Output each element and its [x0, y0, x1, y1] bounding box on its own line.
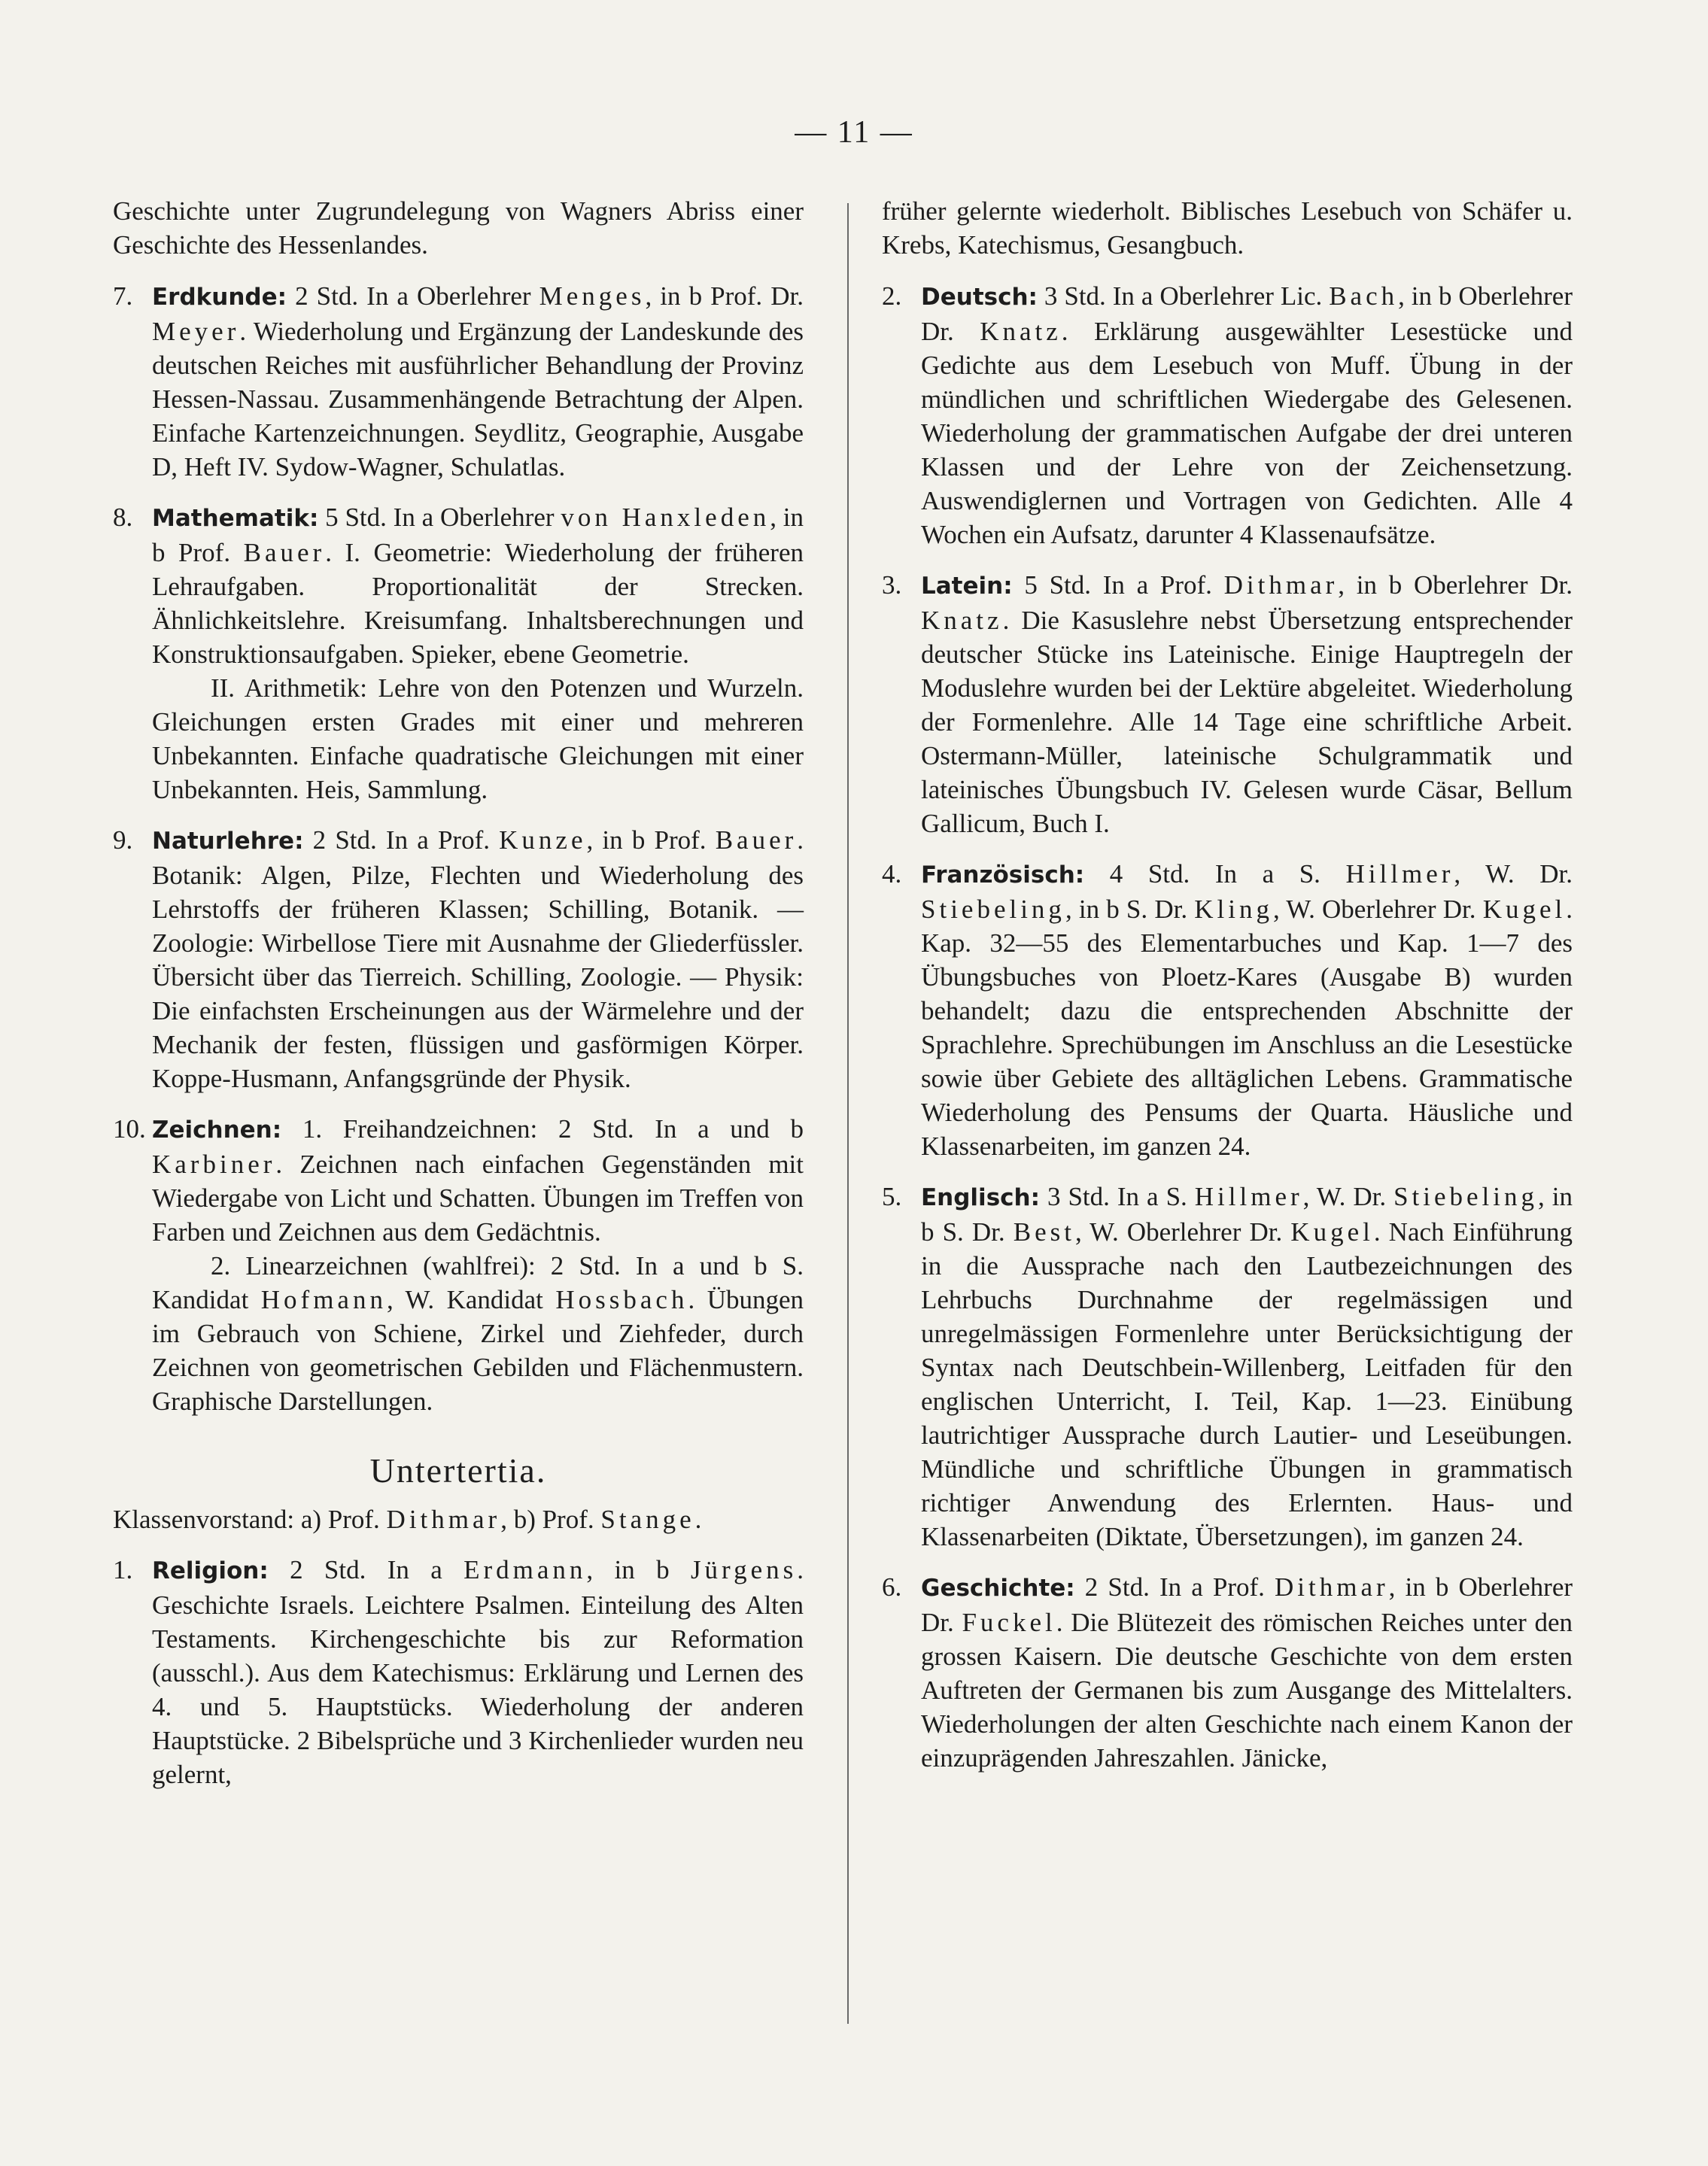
teacher-name: Kugel [1482, 895, 1567, 924]
teacher-name: von Hanxleden [561, 503, 770, 532]
subject-geschichte [882, 1570, 1573, 1775]
subject-englisch [882, 1180, 1573, 1554]
subject-mathematik [113, 500, 804, 807]
teacher-name: Bauer [243, 538, 326, 567]
item-hours: 1. Freihandzeichnen: 2 Std. In a und b [281, 1114, 804, 1144]
item-text: , in b Prof. Dr. [645, 281, 804, 311]
subject-label: Naturlehre: [152, 828, 304, 855]
item-text: 2. Linearzeichnen (wahlfrei): 2 Std. In a und b S. Kandidat [152, 1251, 804, 1314]
subject-erdkunde [113, 279, 804, 484]
item-text: . Geschichte Israels. Leichtere Psalmen. Einteilung des Alten Testaments. Kirchengeschichte bis zur Reformation (ausschl.). Aus dem Katechismus: Erklärung und Lernen des 4. und 5. Hauptstücks. Wiederholung der anderen Hauptstücke. 2 Bibelsprüche und 3 Kirchenlieder wurden neu gelernt, [152, 1555, 804, 1789]
teacher-name: Hofmann [260, 1285, 387, 1314]
subject-label: Geschichte: [921, 1575, 1075, 1602]
item-body [921, 279, 1573, 551]
item-hours: 3 Std. In a Oberlehrer Lic. [1037, 281, 1330, 311]
item-text: , W. Oberlehrer Dr. [1074, 1217, 1291, 1247]
item-text: , in b Prof. [586, 825, 716, 855]
item-body [152, 823, 804, 1095]
subject-label: Deutsch: [921, 284, 1038, 311]
teacher-name: Hossbach [555, 1285, 688, 1314]
subject-label: Religion: [152, 1557, 269, 1584]
teacher-name: Karbiner [152, 1150, 276, 1179]
item-body [921, 568, 1573, 840]
item-text: , W. Dr. [1302, 1182, 1394, 1211]
subject-label: Zeichnen: [152, 1116, 282, 1144]
item-number: 5. [882, 1182, 902, 1211]
item-body [152, 500, 804, 807]
item-text: , in b Oberlehrer Dr. [921, 281, 1573, 346]
teacher-name: Knatz [980, 317, 1062, 346]
item-hours: 2 Std. In a Prof. [303, 825, 500, 855]
teacher-name: Menges [539, 281, 646, 311]
teacher-name: Kunze [499, 825, 587, 855]
item-body [921, 1180, 1573, 1554]
item-text: . Die Blütezeit des römischen Reiches unter den grossen Kaisern. Die deutsche Geschichte von dem ersten Auftreten der Germanen bis zum Ausgange des Mittelalters. Wiederholungen der alten Geschichte nach einem Kanon der einzuprägenden Jahreszahlen. Jänicke, [921, 1608, 1573, 1773]
item-number: 7. [113, 281, 133, 311]
teacher-name: Fuckel [962, 1608, 1056, 1637]
subject-zeichnen [113, 1112, 804, 1418]
item-hours: 2 Std. In a [268, 1555, 464, 1584]
subject-religion [113, 1553, 804, 1791]
item-number: 8. [113, 503, 133, 532]
item-text: , b) Prof. [500, 1505, 601, 1534]
item-text: , in b Oberlehrer Dr. [1338, 570, 1573, 600]
item-number: 4. [882, 859, 902, 889]
item-text: , W. Kandidat [386, 1285, 556, 1314]
subject-label: Erdkunde: [152, 284, 287, 311]
item-text: . Übungen im Gebrauch von Schiene, Zirkel und Ziehfeder, durch Zeichnen von geometrischen Gebilden und Flächenmustern. Graphische Darstellungen. [152, 1285, 804, 1416]
teacher-name: Stiebeling [921, 895, 1065, 924]
teacher-name: Hillmer [1194, 1182, 1303, 1211]
item-text: . Zeichnen nach einfachen Gegenständen mit Wiedergabe von Licht und Schatten. Übungen im Treffen von Farben und Zeichnen aus dem Gedächtnis. [152, 1150, 804, 1247]
item-body [152, 279, 804, 484]
class-head-line [113, 1502, 804, 1536]
item-number: 6. [882, 1572, 902, 1602]
page-number: — 11 — [795, 115, 913, 150]
item-text: . Botanik: Algen, Pilze, Flechten und Wiederholung des Lehrstoffs der früheren Klassen; Schilling, Botanik. — Zoologie: Wirbellose Tiere mit Ausnahme der Gliederfüssler. Übersicht über das Tierreich. Schilling, Zoologie. — Physik: Die einfachsten Erscheinungen aus der Wärmelehre und der Mechanik der festen, flüssigen und gasförmigen Körper. Koppe-Husmann, Anfangsgründe der Physik. [152, 825, 804, 1093]
subject-deutsch [882, 279, 1573, 551]
item-hours: 5 Std. In a Prof. [1012, 570, 1224, 600]
item-text: , W. Oberlehrer Dr. [1272, 895, 1483, 924]
teacher-name: Dithmar [1223, 570, 1339, 600]
right-column [882, 194, 1573, 1791]
item-body [921, 1570, 1573, 1775]
item-subparagraph [152, 1249, 804, 1418]
teacher-name: Stiebeling [1393, 1182, 1539, 1211]
subject-label: Mathematik: [152, 505, 319, 532]
item-text: , in b S. Dr. [1065, 895, 1195, 924]
teacher-name: Knatz [921, 606, 1003, 635]
teacher-name: Best [1013, 1217, 1075, 1247]
item-hours: 4 Std. In a S. [1084, 859, 1346, 889]
item-number: 3. [882, 570, 902, 600]
item-text: . Kap. 32—55 des Elementarbuches und Kap. 1—7 des Übungsbuches von Ploetz-Kares (Ausgabe B) wurden behandelt; dazu die entsprechenden Abschnitte der Sprachlehre. Sprechübungen im Anschluss an die Lesestücke sowie über Gebiete des alltäglichen Lebens. Grammatische Wiederholung des Pensums der Quarta. Häusliche und Klassenarbeiten, im ganzen 24. [921, 895, 1573, 1161]
teacher-name: Kugel [1290, 1217, 1374, 1247]
item-text: . I. Geometrie: Wiederholung der früheren Lehraufgaben. Proportionalität der Strecken. Ähnlichkeitslehre. Kreisumfang. Inhaltsberechnungen und Konstruktionsaufgaben. Spieker, ebene Geometrie. [152, 538, 804, 669]
subject-label: Französisch: [921, 861, 1085, 889]
teacher-name: Bauer [715, 825, 798, 855]
column-divider [847, 203, 849, 2024]
item-hours: 2 Std. In a Prof. [1074, 1572, 1275, 1602]
item-text: . Erklärung ausgewählter Lesestücke und Gedichte aus dem Lesebuch von Muff. Übung in der mündlichen und schriftlichen Wiedergabe des Gelesenen. Wiederholung der grammatischen Aufgabe der drei unteren Klassen und der Lehre von der Zeichensetzung. Auswendiglernen und Vortragen von Gedichten. Alle 4 Wochen ein Aufsatz, darunter 4 Klassenaufsätze. [921, 317, 1573, 549]
right-intro-paragraph: früher gelernte wiederholt. Biblisches Lesebuch von Schäfer u. Krebs, Katechismus, Gesangbuch. [882, 196, 1573, 260]
item-number: 9. [113, 825, 133, 855]
subject-naturlehre [113, 823, 804, 1095]
item-text: . Die Kasuslehre nebst Übersetzung entsprechender deutscher Stücke ins Lateinische. Einige Hauptregeln der Moduslehre wurden bei der Lektüre abgeleitet. Wiederholung der Formenlehre. Alle 14 Tage eine schriftliche Arbeit. Ostermann-Müller, lateinische Schulgrammatik und lateinisches Übungsbuch IV. Gelesen wurde Cäsar, Bellum Gallicum, Buch I. [921, 606, 1573, 838]
item-body [152, 1112, 804, 1418]
teacher-name: Jürgens [690, 1555, 798, 1584]
item-text: . Wiederholung und Ergänzung der Landeskunde des deutschen Reiches mit ausführlicher Behandlung der Provinz Hessen-Nassau. Zusammenhängende Betrachtung der Alpen. Einfache Kartenzeichnungen. Seydlitz, Geographie, Ausgabe D, Heft IV. Sydow-Wagner, Schulatlas. [152, 317, 804, 482]
item-subparagraph: II. Arithmetik: Lehre von den Potenzen und Wurzeln. Gleichungen ersten Grades mit einer und mehreren Unbekannten. Einfache quadratische Gleichungen mit einer Unbekannten. Heis, Sammlung. [152, 673, 804, 804]
item-text: , in b Prof. [152, 503, 804, 567]
teacher-name: Kling [1194, 895, 1273, 924]
teacher-name: Meyer [152, 317, 240, 346]
teacher-name: Erdmann [463, 1555, 587, 1584]
subject-label: Latein: [921, 573, 1013, 600]
item-text: Klassenvorstand: a) Prof. [113, 1505, 387, 1534]
item-hours: 5 Std. In a Oberlehrer [318, 503, 561, 532]
teacher-name: Hillmer [1345, 859, 1454, 889]
item-number: 1. [113, 1555, 133, 1584]
item-text: . [694, 1505, 702, 1534]
item-text: , in b [586, 1555, 691, 1584]
left-intro-paragraph: Geschichte unter Zugrundelegung von Wagners Abriss einer Geschichte des Hessenlandes. [113, 196, 804, 260]
left-column [113, 194, 804, 1808]
section-title: Untertertia. [369, 1451, 547, 1490]
teacher-name: Dithmar [1275, 1572, 1389, 1602]
item-text: . Nach Einführung in die Aussprache nach den Lautbezeichnungen des Lehrbuchs Durchnahme der regelmässigen und unregelmässigen Formenlehre unter Berücksichtigung der Syntax nach Deutschbein-Willenberg, Leitfaden für den englischen Unterricht, I. Teil, Kap. 1—23. Einübung lautrichtiger Aussprache durch Lautier- und Leseübungen. Mündliche und schriftliche Übungen in grammatisch richtiger Anwendung des Erlernten. Haus- und Klassenarbeiten (Diktate, Übersetzungen), im ganzen 24. [921, 1217, 1573, 1551]
item-body [152, 1553, 804, 1791]
subject-franzoesisch [882, 857, 1573, 1163]
teacher-name: Dithmar [386, 1505, 501, 1534]
subject-latein [882, 568, 1573, 840]
teacher-name: Stange [600, 1505, 695, 1534]
teacher-name: Bach [1329, 281, 1399, 311]
item-text: , in b S. Dr. [921, 1182, 1573, 1247]
item-hours: 3 Std. In a S. [1039, 1182, 1195, 1211]
item-number: 10. [113, 1114, 146, 1144]
item-text: , in b Oberlehrer Dr. [921, 1572, 1573, 1637]
item-number: 2. [882, 281, 902, 311]
item-body [921, 857, 1573, 1163]
subject-label: Englisch: [921, 1184, 1040, 1211]
item-text: , W. Dr. [1454, 859, 1573, 889]
item-hours: 2 Std. In a Oberlehrer [287, 281, 539, 311]
